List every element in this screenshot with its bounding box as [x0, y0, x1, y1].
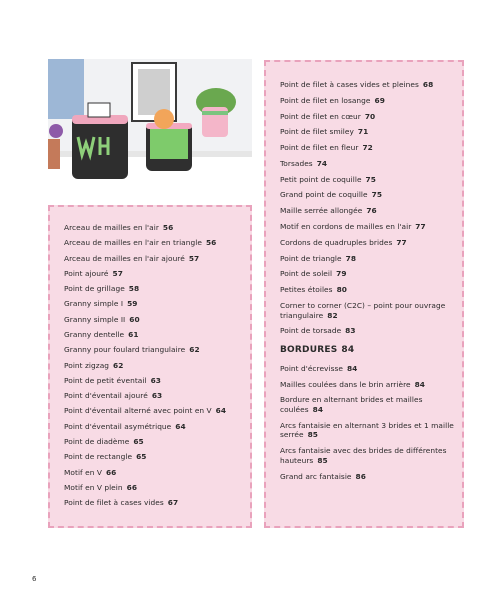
toc-entry-title: Arceau de mailles en l'air [64, 223, 159, 232]
cover-photo [48, 59, 252, 192]
toc-entry-page: 80 [336, 285, 347, 295]
toc-entry-page: 70 [364, 111, 376, 121]
toc-entry [64, 299, 240, 309]
toc-entry [280, 175, 454, 185]
toc-entry-title: Point d'éventail ajouré [64, 391, 148, 401]
toc-entry-page: 65 [136, 452, 147, 462]
toc-entry [280, 269, 454, 279]
toc-entry-page: 85 [307, 430, 318, 440]
toc-entry [64, 468, 240, 478]
toc-entry-title: Petites étoiles [280, 285, 333, 295]
toc-entry-page: 79 [336, 269, 347, 279]
toc-entry-title: Arcs fantaisie en alternant 3 brides et 1 maille serrée [280, 420, 454, 440]
toc-entry-title: Point de torsade [280, 326, 342, 336]
toc-entry [64, 238, 240, 248]
toc-entry [280, 143, 454, 153]
toc-entry [280, 206, 454, 216]
toc-entry-title: Cordons de quadruples brides [280, 237, 393, 247]
toc-entry [64, 269, 240, 279]
toc-entry-title: Point de filet en fleur [280, 143, 359, 153]
toc-entry-title: Grand arc fantaisie [280, 471, 352, 481]
toc-entry-page: 56 [205, 238, 217, 248]
toc-entry-page: 85 [317, 455, 328, 465]
toc-entry-page: 61 [128, 329, 139, 339]
toc-entry-page: 78 [345, 253, 357, 263]
toc-entry [280, 446, 454, 465]
toc-entry-page: 68 [422, 80, 434, 89]
toc-entry-title: Maille serrée allongée [280, 206, 363, 216]
toc-entry-page: 75 [365, 174, 376, 184]
toc-entry [280, 190, 454, 200]
toc-entry [64, 422, 240, 432]
toc-entry [64, 345, 240, 355]
toc-entry [280, 285, 454, 295]
toc-entry-title: Point de triangle [280, 253, 342, 263]
toc-entry-title: Point zigzag [64, 360, 110, 370]
toc-entry-title: Point d'écrevisse [280, 363, 343, 373]
toc-entry-page: 59 [127, 299, 138, 309]
toc-entry [280, 127, 454, 137]
toc-entry-page: 76 [366, 206, 377, 216]
toc-entry-page: 65 [133, 436, 144, 446]
toc-entry-page: 64 [215, 406, 227, 416]
toc-entry-page: 77 [396, 237, 407, 247]
toc-entry-title: Motif en cordons de mailles en l'air [280, 222, 412, 232]
toc-entry [64, 483, 240, 493]
toc-entry-title: Petit point de coquille [280, 174, 362, 184]
toc-entry [280, 380, 454, 390]
toc-entry-title: Bordure en alternant brides et mailles coulées [280, 395, 423, 415]
toc-entry-title: Point de grillage [64, 284, 125, 294]
toc-entry-title: Point ajouré [64, 268, 109, 278]
page-number: 6 [32, 575, 37, 583]
toc-entry-page: 62 [113, 360, 124, 370]
toc-entry-page: 86 [355, 471, 366, 481]
section-title: BORDURES [280, 344, 338, 355]
toc-entry-page: 57 [188, 253, 200, 263]
toc-entry-page: 63 [150, 375, 161, 385]
toc-list-right-b [280, 364, 454, 481]
toc-entry [280, 301, 454, 320]
toc-entry-title: Arcs fantaisie avec des brides de différentes hauteurs [280, 446, 447, 465]
toc-entry-page: 56 [162, 223, 174, 232]
toc-box-left [48, 205, 252, 528]
toc-entry-title: Mailles coulées dans le brin arrière [280, 379, 411, 389]
toc-entry-page: 75 [371, 190, 383, 200]
toc-entry [280, 364, 454, 374]
toc-entry-title: Point de rectangle [64, 452, 133, 462]
toc-entry [64, 223, 240, 233]
toc-entry-page: 60 [129, 314, 140, 324]
toc-entry-title: Granny simple I [64, 299, 124, 309]
toc-entry [64, 315, 240, 325]
toc-entry-page: 77 [415, 222, 426, 232]
toc-entry-page: 66 [126, 482, 138, 492]
toc-entry [280, 472, 454, 482]
toc-entry-title: Grand point de coquille [280, 190, 368, 200]
toc-entry-title: Granny pour foulard triangulaire [64, 345, 186, 355]
toc-entry-title: Granny dentelle [64, 329, 125, 339]
toc-list-left [64, 223, 240, 508]
toc-list-right-a [280, 80, 454, 336]
toc-entry [64, 406, 240, 416]
toc-entry [64, 361, 240, 371]
toc-entry [64, 284, 240, 294]
toc-entry-title: Point d'éventail asymétrique [64, 421, 172, 431]
toc-entry [280, 421, 454, 440]
toc-entry [64, 437, 240, 447]
toc-entry-title: Point de filet à cases vides et pleines [280, 80, 419, 89]
toc-entry [64, 452, 240, 462]
toc-entry [280, 96, 454, 106]
crochet-baskets-illustration [48, 59, 252, 192]
toc-entry-title: Point de filet en losange [280, 95, 371, 105]
toc-entry-title: Arceau de mailles en l'air ajouré [64, 253, 185, 263]
toc-entry [280, 112, 454, 122]
toc-entry-title: Point d'éventail alterné avec point en V [64, 406, 212, 416]
section-heading [280, 345, 454, 355]
toc-entry-page: 67 [167, 498, 179, 508]
toc-entry-page: 66 [105, 467, 117, 477]
toc-entry-title: Point de filet smiley [280, 127, 354, 137]
toc-entry-title: Arceau de mailles en l'air en triangle [64, 238, 202, 248]
toc-entry-title: Point de filet à cases vides [64, 498, 164, 508]
toc-entry [64, 376, 240, 386]
toc-entry [280, 238, 454, 248]
toc-entry-page: 64 [175, 421, 186, 431]
toc-entry-page: 84 [312, 405, 324, 415]
toc-entry-page: 74 [316, 158, 328, 168]
toc-entry-page: 72 [362, 143, 373, 153]
toc-entry-page: 84 [346, 363, 358, 373]
toc-entry [280, 80, 454, 90]
toc-entry-page: 71 [357, 127, 369, 137]
toc-entry-title: Torsades [280, 158, 313, 168]
toc-entry [64, 498, 240, 508]
toc-entry-title: Motif en V plein [64, 482, 123, 492]
toc-entry-title: Point de soleil [280, 269, 333, 279]
toc-entry-page: 83 [345, 326, 356, 336]
toc-entry-title: Motif en V [64, 467, 102, 477]
toc-entry-page: 84 [414, 379, 425, 389]
toc-entry [64, 254, 240, 264]
toc-entry [280, 326, 454, 336]
toc-entry [280, 222, 454, 232]
toc-entry-title: Granny simple II [64, 314, 126, 324]
toc-entry [64, 391, 240, 401]
toc-box-right [264, 60, 464, 528]
toc-entry-page: 82 [327, 310, 338, 320]
toc-entry-page: 62 [189, 345, 200, 355]
toc-entry-title: Point de petit éventail [64, 375, 147, 385]
toc-entry [64, 330, 240, 340]
toc-entry [280, 395, 454, 414]
toc-entry-page: 57 [112, 268, 123, 278]
section-page: 84 [341, 344, 355, 355]
toc-entry [280, 159, 454, 169]
toc-entry-page: 69 [374, 95, 385, 105]
toc-entry-title: Corner to corner (C2C) – point pour ouvrage triangulaire [280, 300, 446, 320]
toc-entry-page: 58 [128, 284, 140, 294]
toc-entry-title: Point de diadème [64, 436, 130, 446]
toc-entry [280, 254, 454, 264]
toc-entry-page: 63 [151, 391, 163, 401]
toc-entry-title: Point de filet en cœur [280, 111, 361, 121]
